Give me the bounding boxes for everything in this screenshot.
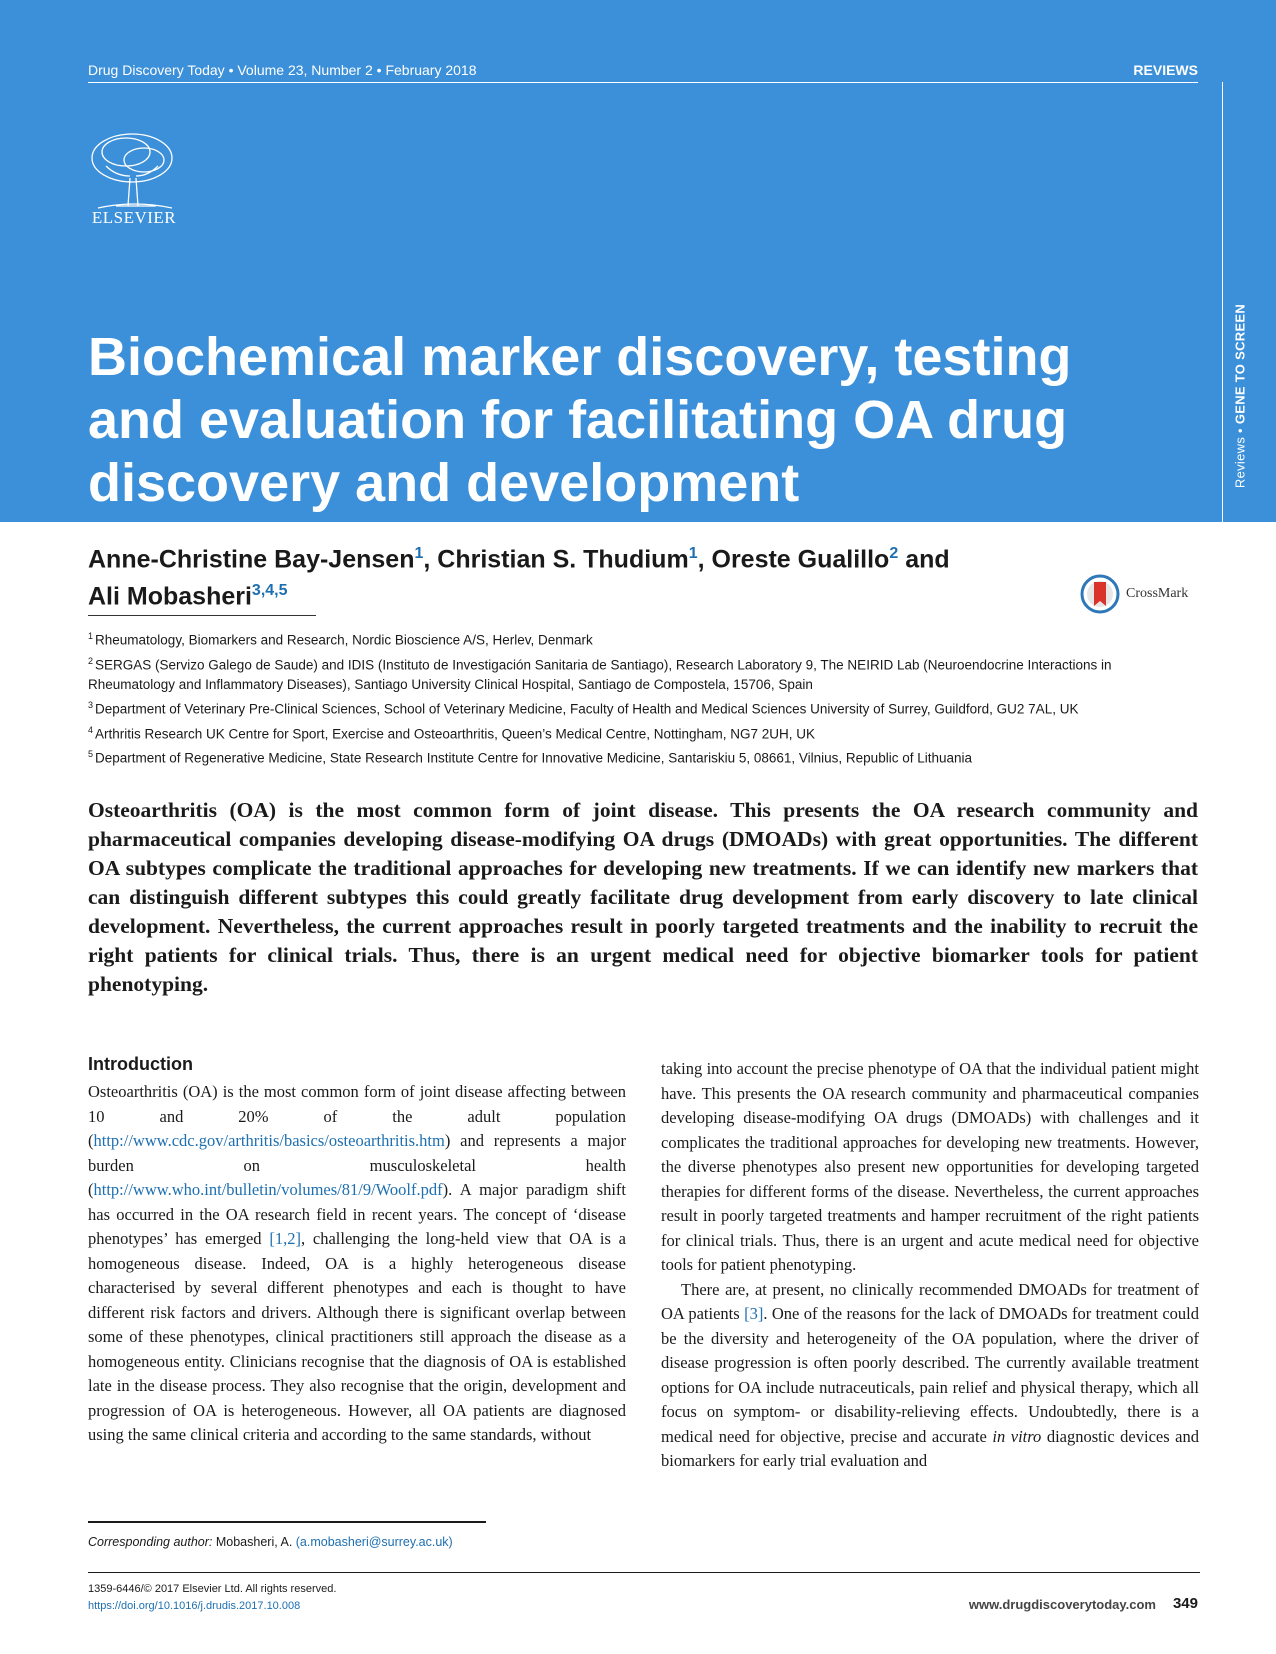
corresponding-author: Corresponding author: Mobasheri, A. (a.mobasheri@surrey.ac.uk)	[88, 1535, 453, 1549]
citation-ref[interactable]: [3]	[744, 1304, 764, 1323]
page-number: 349	[1172, 1595, 1198, 1612]
author-affil-ref[interactable]: 1	[688, 545, 698, 562]
author-name: Oreste Gualillo	[711, 545, 890, 574]
journal-website[interactable]: www.drugdiscoverytoday.com	[968, 1597, 1156, 1612]
author-affil-ref[interactable]: 3,4,5	[251, 582, 288, 600]
side-rule	[1222, 82, 1223, 522]
paragraph: Osteoarthritis (OA) is the most common form of joint disease affecting between 10 and 20% of the adult population (http://www.cdc.gov/arthritis/basics/osteoarthritis.htm) and represents a major burden on musculoskeletal health (http://www.who.int/bulletin/volumes/81/9/Woolf.pdf). A major paradigm shift has occurred in the OA research field in recent years. The concept of ‘disease phenotypes’ has emerged [1,2], challenging the long-held view that OA is a homogeneous disease. Indeed, OA is a highly heterogeneous disease characterised by several different phenotypes and each is thought to have different risk factors and drivers. Although there is significant overlap between some of these phenotypes, clinical practitioners still approach the disease as a homogeneous entity. Clinicians recognise that the diagnosis of OA is established late in the disease process. They also recognise that the origin, development and progression of OA is heterogeneous. However, all OA patients are diagnosed using the same clinical criteria and according to the same standards, without	[88, 1082, 626, 1444]
author-affil-ref[interactable]: 2	[889, 545, 899, 562]
affiliation: $^5$ Department of Regenerative Medicine, State Research Institute Centre for Innovative Medicine, Santariskiu 5, 08661, Vilnius, Republic of Lithuania	[88, 749, 973, 766]
author-name: Anne-Christine Bay-Jensen	[88, 545, 415, 574]
publisher-name: ELSEVIER	[91, 208, 177, 227]
paragraph: There are, at present, no clinically recommended DMOADs for treatment of OA patients [3]. One of the reasons for the lack of DMOADs for treatment could be the diversity and heterogeneity of the OA population, where the driver of disease progression is often poorly described. The currently available treatment options for OA include nutraceuticals, pain relief and physical therapy, which all focus on symptom- or disability-relieving effects. Undoubtedly, there is a medical need for objective, precise and accurate in vitro diagnostic devices and biomarkers for early trial evaluation and	[661, 1279, 1200, 1470]
footer-rule	[88, 1572, 1200, 1573]
copyright-line: 1359-6446/© 2017 Elsevier Ltd. All rights reserved.	[88, 1583, 337, 1595]
affiliations	[88, 626, 1200, 769]
email-link[interactable]: (a.mobasheri@surrey.ac.uk)	[295, 1535, 453, 1549]
body-column-right	[661, 1057, 1199, 1474]
footnote-rule	[88, 1521, 486, 1523]
author-name: Ali Mobasheri	[88, 582, 252, 611]
crossmark-label: CrossMark	[1126, 586, 1189, 601]
journal-citation: Drug Discovery Today • Volume 23, Number 2 • February 2018	[88, 62, 477, 78]
doi-link[interactable]: https://doi.org/10.1016/j.drudis.2017.10.008	[88, 1600, 301, 1612]
body-column-left	[88, 1080, 626, 1448]
external-link[interactable]: http://www.who.int/bulletin/volumes/81/9/Woolf.pdf	[93, 1180, 443, 1199]
crossmark-badge[interactable]	[1080, 574, 1188, 614]
crossmark-icon	[1080, 574, 1120, 614]
citation-ref[interactable]: [1,2]	[269, 1229, 301, 1248]
affiliation: $^3$ Department of Veterinary Pre-Clinical Sciences, School of Veterinary Medicine, Faculty of Health and Medical Sciences University of Surrey, Guildford, GU2 7AL, UK	[88, 700, 1079, 717]
affiliation: $^2$ SERGAS (Servizo Galego de Saude) and IDIS (Instituto de Investigación Sanitaria de Santiago), Research Laboratory 9, The NEIRID Lab (Neuroendocrine Interactions in Rheumatology and Inflammatory Diseases), Santiago University Clinical Hospital, Santiago de Compostela, 15706, Spain	[88, 655, 1112, 692]
header-rule	[88, 82, 1198, 83]
paragraph: taking into account the precise phenotype of OA that the individual patient might have. This presents the OA research community and pharmaceutical companies developing disease-modifying OA drugs (DMOADs) with challenges and it complicates the traditional approaches for developing new treatments. However, the diverse phenotypes also present new opportunities for developing targeted therapies for different forms of the disease. Nevertheless, the current approaches result in poorly targeted treatments and hamper recruitment of the right patients for clinical trials. Thus, there is an urgent and acute medical need for objective tools for patient phenotyping.	[661, 1059, 1199, 1274]
author-name: Christian S. Thudium	[437, 545, 689, 574]
affiliation: $^4$ Arthritis Research UK Centre for Sport, Exercise and Osteoarthritis, Queen’s Medical Centre, Nottingham, NG7 2UH, UK	[88, 724, 816, 741]
article-title: Biochemical marker discovery, testing and evaluation for facilitating OA drug discovery and development	[88, 327, 1072, 513]
section-tag: REVIEWS	[1133, 62, 1198, 78]
abstract: Osteoarthritis (OA) is the most common form of joint disease. This presents the OA research community and pharmaceutical companies developing disease-modifying OA drugs (DMOADs) with great opportunities. The different OA subtypes complicate the traditional approaches for developing new treatments. If we can identify new markers that can distinguish different subtypes this could greatly facilitate drug development from early discovery to late clinical development. Nevertheless, the current approaches result in poorly targeted treatments and the inability to recruit the right patients for clinical trials. Thus, there is an urgent medical need for objective biomarker tools for patient phenotyping.	[88, 798, 1198, 996]
affiliation-rule	[88, 615, 316, 616]
section-heading: Introduction	[88, 1054, 193, 1074]
affiliation: $^1$ Rheumatology, Biomarkers and Research, Nordic Bioscience A/S, Herlev, Denmark	[88, 631, 593, 648]
author-list: Anne-Christine Bay-Jensen$^1$, Christian S. Thudium$^1$, Oreste Gualillo$^2$ and Ali Mobasheri$^{3,4,5}$	[88, 545, 950, 611]
author-affil-ref[interactable]: 1	[414, 545, 424, 562]
side-section-label: Reviews • GENE TO SCREEN	[1232, 303, 1248, 489]
external-link[interactable]: http://www.cdc.gov/arthritis/basics/osteoarthritis.htm	[93, 1131, 445, 1150]
